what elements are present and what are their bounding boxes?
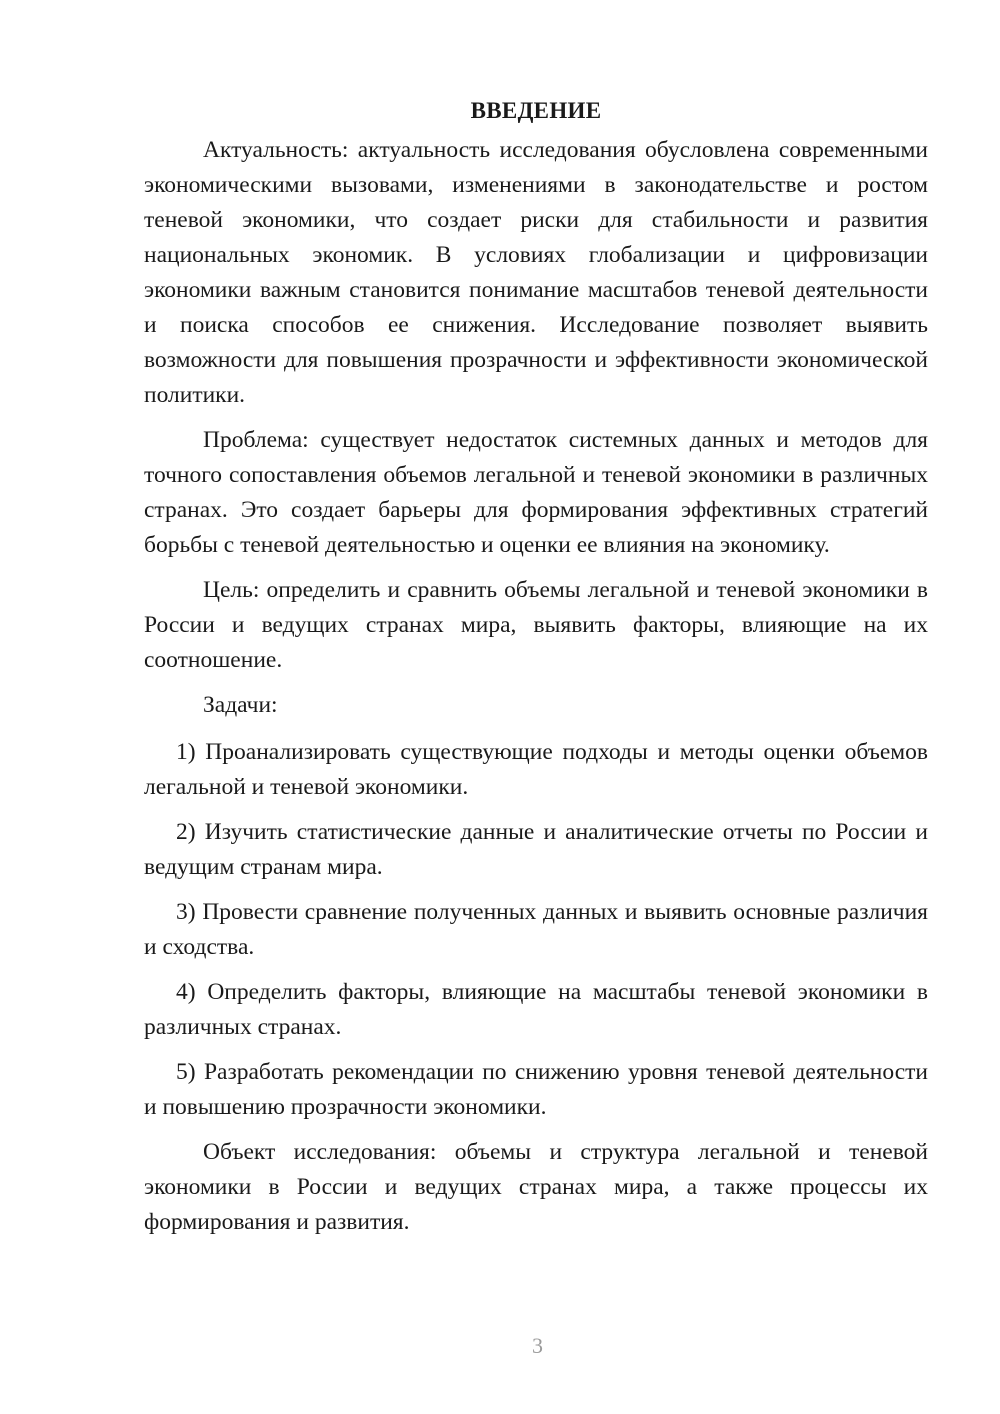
task-item: 3) Провести сравнение полученных данных и выявить основные различия и сходства. xyxy=(144,899,928,960)
page-number: 3 xyxy=(532,1333,543,1358)
object-paragraph: Объект исследования: объемы и структура легальной и теневой экономики в России и ведущих странах мира, а также процессы их формирования и развития. xyxy=(144,1139,928,1235)
page-title: ВВЕДЕНИЕ xyxy=(470,98,602,123)
problem-paragraph: Проблема: существует недостаток системных данных и методов для точного сопоставления объемов легальной и теневой экономики в различных странах. Это создает барьеры для формирования эффективных стратегий борьбы с теневой деятельностью и оценки ее влияния на экономику. xyxy=(144,427,928,558)
task-item: 4) Определить факторы, влияющие на масштабы теневой экономики в различных странах. xyxy=(144,979,928,1040)
task-item: 5) Разработать рекомендации по снижению уровня теневой деятельности и повышению прозрачности экономики. xyxy=(144,1059,928,1120)
page-content xyxy=(144,93,928,1250)
goal-paragraph: Цель: определить и сравнить объемы легальной и теневой экономики в России и ведущих странах мира, выявить факторы, влияющие на их соотношение. xyxy=(144,577,928,673)
relevance-paragraph: Актуальность: актуальность исследования обусловлена современными экономическими вызовами, изменениями в законодательстве и ростом теневой экономики, что создает риски для стабильности и развития национальных экономик. В условиях глобализации и цифровизации экономики важным становится понимание масштабов теневой деятельности и поиска способов ее снижения. Исследование позволяет выявить возможности для повышения прозрачности и эффективности экономической политики. xyxy=(144,137,928,408)
task-item: 2) Изучить статистические данные и аналитические отчеты по России и ведущим странам мира. xyxy=(144,819,928,880)
tasks-label: Задачи: xyxy=(203,692,278,718)
task-item: 1) Проанализировать существующие подходы и методы оценки объемов легальной и теневой экономики. xyxy=(144,739,928,800)
